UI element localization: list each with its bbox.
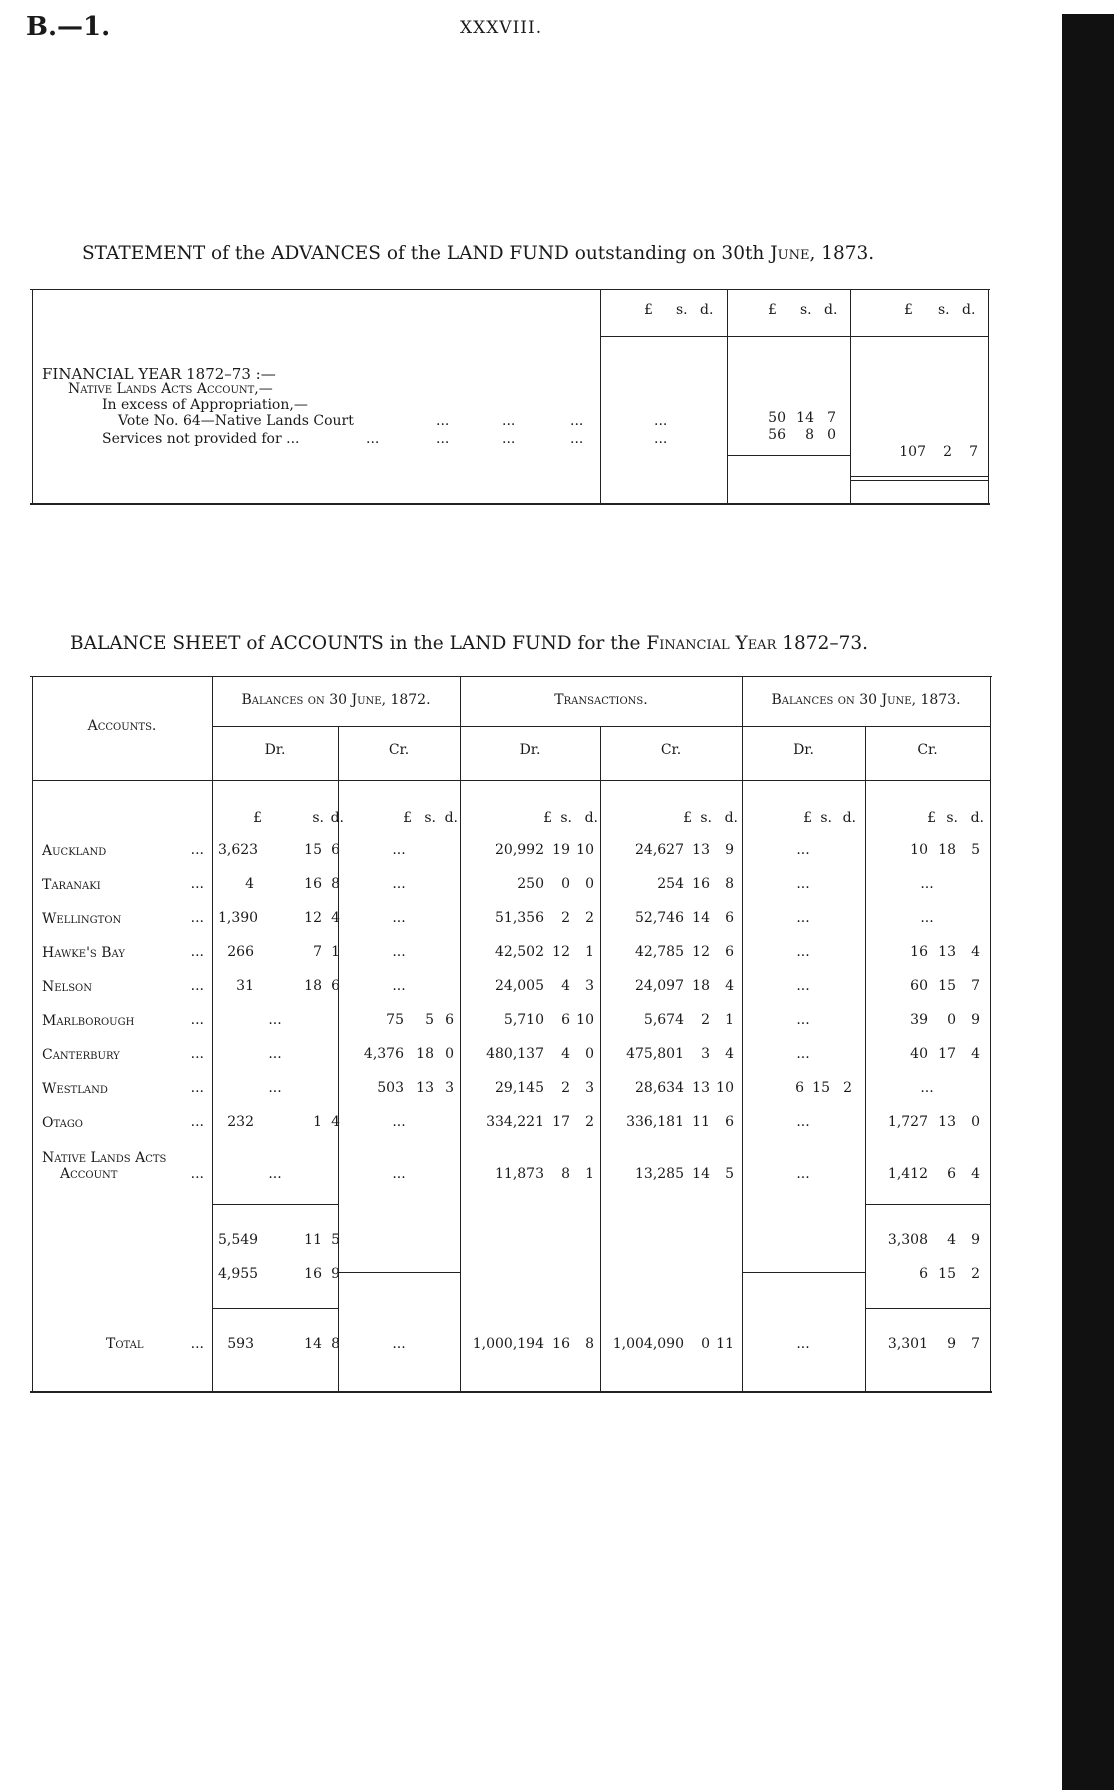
cell-native-c6-shillings: 6 (947, 1166, 956, 1182)
stmt-d-header-3: d. (962, 302, 976, 318)
cell-c6-pounds: 1,727 (887, 1114, 928, 1130)
cell-c6-pounds: 40 (910, 1046, 928, 1062)
unit-pound: £ (927, 810, 936, 826)
cell-c4-pounds: 336,181 (626, 1114, 684, 1130)
cell-c6-pence: 0 (971, 1114, 980, 1130)
total-c3-shillings: 16 (552, 1336, 570, 1352)
page-id: B.—1. (26, 12, 111, 42)
stmt-in-excess: In excess of Appropriation,— (102, 397, 308, 413)
cell-c2-shillings: 18 (416, 1046, 434, 1062)
cell-c3-pence: 3 (585, 1080, 594, 1096)
subtotal-cr-1873-shillings: 4 (947, 1232, 956, 1248)
unit-pound: £ (403, 810, 412, 826)
cell-c2-empty: ... (392, 1114, 406, 1130)
cell-native-c3-pounds: 11,873 (495, 1166, 544, 1182)
stmt-vote-64: Vote No. 64—Native Lands Court (118, 413, 354, 429)
scan-edge-bar (1062, 14, 1114, 1790)
cell-c4-pence: 10 (716, 1080, 734, 1096)
account-name: Otago (42, 1115, 84, 1131)
cell-c3-shillings: 4 (561, 1046, 570, 1062)
cell-c4-pence: 6 (725, 910, 734, 926)
cell-c3-shillings: 0 (561, 876, 570, 892)
total-c3-pounds: 1,000,194 (472, 1336, 544, 1352)
cell-c1-shillings: 12 (304, 910, 322, 926)
account-leader-dots: ... (190, 978, 204, 994)
cell-c1-pounds: 266 (227, 944, 254, 960)
cell-c6-pence: 4 (971, 1046, 980, 1062)
cell-native-c5-empty: ... (796, 1166, 810, 1182)
cell-native-c3-shillings: 8 (561, 1166, 570, 1182)
cell-c3-pence: 3 (585, 978, 594, 994)
account-name: Taranaki (42, 877, 101, 893)
cell-c2-shillings: 5 (425, 1012, 434, 1028)
leader-dots: ... (570, 431, 584, 447)
account-leader-dots: ... (190, 910, 204, 926)
cell-c4-shillings: 11 (692, 1114, 710, 1130)
unit-pence: d. (584, 810, 598, 826)
total-c3-pence: 8 (585, 1336, 594, 1352)
subtotal-dr-1873-pence: 2 (971, 1266, 980, 1282)
subtotal-cr-1873-pence: 9 (971, 1232, 980, 1248)
subtotal-dr-1872-pence: 5 (331, 1232, 340, 1248)
cell-c4-shillings: 13 (692, 842, 710, 858)
cell-native-c3-pence: 1 (585, 1166, 594, 1182)
unit-pence: d. (842, 810, 856, 826)
account-leader-dots: ... (190, 842, 204, 858)
cell-c3-pence: 2 (585, 1114, 594, 1130)
cell-c2-empty: ... (392, 910, 406, 926)
cell-c3-shillings: 6 (561, 1012, 570, 1028)
cell-c3-pounds: 42,502 (495, 944, 544, 960)
cell-c3-pence: 0 (585, 1046, 594, 1062)
vote-pound: 50 (768, 410, 786, 426)
cell-c4-pence: 6 (725, 1114, 734, 1130)
total-label: Total (106, 1336, 144, 1352)
total-c5-empty: ... (796, 1336, 810, 1352)
cell-c5-empty: ... (796, 1114, 810, 1130)
cell-c3-shillings: 17 (552, 1114, 570, 1130)
cell-c6-pounds: 16 (910, 944, 928, 960)
cell-native-c1-empty: ... (268, 1166, 282, 1182)
account-leader-dots: ... (190, 1046, 204, 1062)
cell-c3-shillings: 4 (561, 978, 570, 994)
statement-total-pound: 107 (899, 444, 926, 460)
cell-c4-pounds: 52,746 (635, 910, 684, 926)
cell-c4-shillings: 12 (692, 944, 710, 960)
cell-c4-shillings: 16 (692, 876, 710, 892)
stmt-pound-header-3: £ (904, 302, 913, 318)
balance-sheet-title: BALANCE SHEET of ACCOUNTS in the LAND FUND for the Financial Year 1872–73. (70, 633, 869, 654)
cell-c1-empty: ... (268, 1080, 282, 1096)
header-dr-transactions: Dr. (519, 742, 541, 758)
cell-c1-empty: ... (268, 1012, 282, 1028)
cell-c1-shillings: 15 (304, 842, 322, 858)
total-c1-pence: 8 (331, 1336, 340, 1352)
cell-c4-pence: 6 (725, 944, 734, 960)
account-name: Nelson (42, 979, 92, 995)
statement-total-d: 7 (969, 444, 978, 460)
account-name: Account (60, 1166, 118, 1182)
total-c1-pounds: 593 (227, 1336, 254, 1352)
total-c6-shillings: 9 (947, 1336, 956, 1352)
subtotal-cr-1872-pence: 9 (331, 1266, 340, 1282)
cell-c2-pounds: 75 (386, 1012, 404, 1028)
cell-c6-pounds: 60 (910, 978, 928, 994)
cell-c4-pounds: 42,785 (635, 944, 684, 960)
cell-c4-pence: 1 (725, 1012, 734, 1028)
leader-dots: ... (436, 413, 450, 429)
leader-dots: ... (436, 431, 450, 447)
subtotal-cr-1872-pounds: 4,955 (218, 1266, 259, 1282)
stmt-s-header-2: s. (800, 302, 812, 318)
cell-c3-pounds: 24,005 (495, 978, 544, 994)
leader-dots: ... (502, 431, 516, 447)
cell-c6-shillings: 15 (938, 978, 956, 994)
cell-c1-pounds: 31 (236, 978, 254, 994)
leader-dots: ... (570, 413, 584, 429)
cell-c4-shillings: 13 (692, 1080, 710, 1096)
header-transactions: Transactions. (554, 692, 648, 708)
cell-c4-pounds: 475,801 (626, 1046, 684, 1062)
cell-c2-empty: ... (392, 978, 406, 994)
cell-native-c4-shillings: 14 (692, 1166, 710, 1182)
leader-dots: ... (502, 413, 516, 429)
stmt-services: Services not provided for ... (102, 431, 300, 447)
cell-c4-shillings: 14 (692, 910, 710, 926)
cell-c1-pence: 4 (331, 910, 340, 926)
unit-pound: £ (803, 810, 812, 826)
cell-c3-pounds: 5,710 (503, 1012, 544, 1028)
cell-c4-pounds: 24,627 (635, 842, 684, 858)
services-pound: 56 (768, 427, 786, 443)
header-dr-1873: Dr. (793, 742, 814, 758)
cell-c5-empty: ... (796, 978, 810, 994)
cell-native-c4-pence: 5 (725, 1166, 734, 1182)
cell-c3-pence: 10 (576, 1012, 594, 1028)
account-name: Auckland (42, 843, 107, 859)
cell-c6-pence: 5 (971, 842, 980, 858)
cell-c6-shillings: 13 (938, 1114, 956, 1130)
cell-c4-pounds: 24,097 (635, 978, 684, 994)
cell-c5-empty: ... (796, 1046, 810, 1062)
stmt-financial-year: FINANCIAL YEAR 1872–73 :— (42, 365, 276, 383)
cell-c1-pence: 1 (331, 944, 340, 960)
cell-c1-empty: ... (268, 1046, 282, 1062)
cell-c3-pence: 2 (585, 910, 594, 926)
cell-c1-pence: 6 (331, 978, 340, 994)
account-leader-dots: ... (190, 1166, 204, 1182)
unit-shillings: s. (700, 810, 712, 826)
unit-shillings: s. (424, 810, 436, 826)
subtotal-dr-1872-shillings: 11 (304, 1232, 322, 1248)
statement-total-s: 2 (943, 444, 952, 460)
cell-c4-pounds: 5,674 (643, 1012, 684, 1028)
unit-pound: £ (253, 810, 262, 826)
statement-title: STATEMENT of the ADVANCES of the LAND FUND outstanding on 30th June, 1873. (82, 243, 875, 264)
account-leader-dots: ... (190, 1012, 204, 1028)
cell-c6-pence: 4 (971, 944, 980, 960)
cell-c6-shillings: 17 (938, 1046, 956, 1062)
cell-native-c6-pounds: 1,412 (887, 1166, 928, 1182)
total-c4-pence: 11 (716, 1336, 734, 1352)
unit-pound: £ (543, 810, 552, 826)
unit-shillings: s. (820, 810, 832, 826)
cell-c5-empty: ... (796, 910, 810, 926)
cell-native-c2-empty: ... (392, 1166, 406, 1182)
cell-c6-empty: ... (920, 1080, 934, 1096)
cell-c1-shillings: 16 (304, 876, 322, 892)
cell-c4-pence: 4 (725, 978, 734, 994)
cell-c6-pence: 9 (971, 1012, 980, 1028)
cell-c2-empty: ... (392, 944, 406, 960)
cell-c4-pounds: 28,634 (635, 1080, 684, 1096)
account-name: Westland (42, 1081, 108, 1097)
cell-c2-pence: 6 (445, 1012, 454, 1028)
header-balances-1873: Balances on 30 June, 1873. (771, 692, 961, 708)
cell-c6-empty: ... (920, 910, 934, 926)
header-balances-1872: Balances on 30 June, 1872. (241, 692, 431, 708)
page-number: XXXVIII. (460, 18, 543, 38)
cell-c2-pence: 0 (445, 1046, 454, 1062)
unit-shillings: s. (560, 810, 572, 826)
total-c4-pounds: 1,004,090 (612, 1336, 684, 1352)
cell-c5-shillings: 15 (812, 1080, 830, 1096)
account-name: Canterbury (42, 1047, 120, 1063)
account-name: Hawke's Bay (42, 945, 125, 961)
subtotal-dr-1873-pounds: 6 (919, 1266, 928, 1282)
stmt-native-lands-account: Native Lands Acts Account,— (68, 381, 273, 397)
cell-c1-shillings: 7 (313, 944, 322, 960)
cell-c5-pence: 2 (843, 1080, 852, 1096)
cell-c3-shillings: 12 (552, 944, 570, 960)
cell-c3-pence: 10 (576, 842, 594, 858)
stmt-d-header-1: d. (700, 302, 714, 318)
cell-c2-empty: ... (392, 842, 406, 858)
cell-c6-empty: ... (920, 876, 934, 892)
header-accounts: Accounts. (87, 718, 157, 734)
cell-c4-pence: 4 (725, 1046, 734, 1062)
stmt-s-header-3: s. (938, 302, 950, 318)
cell-c5-empty: ... (796, 1012, 810, 1028)
cell-c6-shillings: 18 (938, 842, 956, 858)
cell-c3-pence: 1 (585, 944, 594, 960)
cell-c3-pounds: 51,356 (495, 910, 544, 926)
cell-c5-pounds: 6 (795, 1080, 804, 1096)
cell-c2-empty: ... (392, 876, 406, 892)
unit-shillings: s. (946, 810, 958, 826)
leader-dots: ... (654, 413, 668, 429)
cell-c6-shillings: 0 (947, 1012, 956, 1028)
unit-pence: d. (444, 810, 458, 826)
cell-c3-pounds: 480,137 (486, 1046, 544, 1062)
total-c4-shillings: 0 (701, 1336, 710, 1352)
total-c2-empty: ... (392, 1336, 406, 1352)
cell-c4-pounds: 254 (657, 876, 684, 892)
cell-c2-pounds: 4,376 (363, 1046, 404, 1062)
services-s: 8 (805, 427, 814, 443)
cell-c3-pounds: 334,221 (486, 1114, 544, 1130)
subtotal-cr-1873-pounds: 3,308 (887, 1232, 928, 1248)
subtotal-dr-1873-shillings: 15 (938, 1266, 956, 1282)
total-leader-dots: ... (190, 1336, 204, 1352)
total-c6-pounds: 3,301 (887, 1336, 928, 1352)
stmt-pound-header-1: £ (644, 302, 653, 318)
cell-c3-shillings: 19 (552, 842, 570, 858)
unit-shillings: s. (312, 810, 324, 826)
stmt-d-header-2: d. (824, 302, 838, 318)
account-leader-dots: ... (190, 944, 204, 960)
cell-c1-pounds: 1,390 (218, 910, 259, 926)
unit-pence: d. (330, 810, 344, 826)
cell-c3-pounds: 20,992 (495, 842, 544, 858)
cell-c6-shillings: 13 (938, 944, 956, 960)
cell-c6-pounds: 39 (910, 1012, 928, 1028)
vote-d: 7 (827, 410, 836, 426)
leader-dots: ... (654, 431, 668, 447)
cell-c1-pounds: 232 (227, 1114, 254, 1130)
cell-c1-pounds: 3,623 (218, 842, 259, 858)
header-cr-transactions: Cr. (660, 742, 682, 758)
cell-c1-pounds: 4 (245, 876, 254, 892)
cell-c1-pence: 6 (331, 842, 340, 858)
unit-pence: d. (724, 810, 738, 826)
unit-pound: £ (683, 810, 692, 826)
cell-c4-shillings: 18 (692, 978, 710, 994)
cell-c5-empty: ... (796, 876, 810, 892)
cell-c1-shillings: 1 (313, 1114, 322, 1130)
cell-c5-empty: ... (796, 944, 810, 960)
cell-c2-pence: 3 (445, 1080, 454, 1096)
total-c6-pence: 7 (971, 1336, 980, 1352)
cell-c4-pence: 9 (725, 842, 734, 858)
account-name: Native Lands Acts (42, 1150, 167, 1166)
account-leader-dots: ... (190, 1080, 204, 1096)
cell-c3-shillings: 2 (561, 910, 570, 926)
unit-pence: d. (970, 810, 984, 826)
cell-c3-pounds: 29,145 (495, 1080, 544, 1096)
cell-c1-pence: 4 (331, 1114, 340, 1130)
cell-c3-pounds: 250 (517, 876, 544, 892)
cell-c4-shillings: 3 (701, 1046, 710, 1062)
account-leader-dots: ... (190, 1114, 204, 1130)
cell-c6-pence: 7 (971, 978, 980, 994)
cell-c3-shillings: 2 (561, 1080, 570, 1096)
vote-s: 14 (796, 410, 814, 426)
cell-c2-pounds: 503 (377, 1080, 404, 1096)
subtotal-cr-1872-shillings: 16 (304, 1266, 322, 1282)
cell-c3-pence: 0 (585, 876, 594, 892)
total-c1-shillings: 14 (304, 1336, 322, 1352)
cell-c6-pounds: 10 (910, 842, 928, 858)
cell-native-c6-pence: 4 (971, 1166, 980, 1182)
account-name: Wellington (42, 911, 122, 927)
cell-c2-shillings: 13 (416, 1080, 434, 1096)
header-cr-1872: Cr. (388, 742, 410, 758)
cell-c1-pence: 8 (331, 876, 340, 892)
account-leader-dots: ... (190, 876, 204, 892)
cell-c4-shillings: 2 (701, 1012, 710, 1028)
services-d: 0 (827, 427, 836, 443)
cell-c1-shillings: 18 (304, 978, 322, 994)
header-dr-1872: Dr. (264, 742, 286, 758)
subtotal-dr-1872-pounds: 5,549 (218, 1232, 259, 1248)
header-cr-1873: Cr. (917, 742, 938, 758)
leader-dots: ... (366, 431, 380, 447)
cell-c5-empty: ... (796, 842, 810, 858)
cell-native-c4-pounds: 13,285 (635, 1166, 684, 1182)
cell-c4-pence: 8 (725, 876, 734, 892)
stmt-s-header-1: s. (676, 302, 688, 318)
stmt-pound-header-2: £ (768, 302, 777, 318)
account-name: Marlborough (42, 1013, 135, 1029)
